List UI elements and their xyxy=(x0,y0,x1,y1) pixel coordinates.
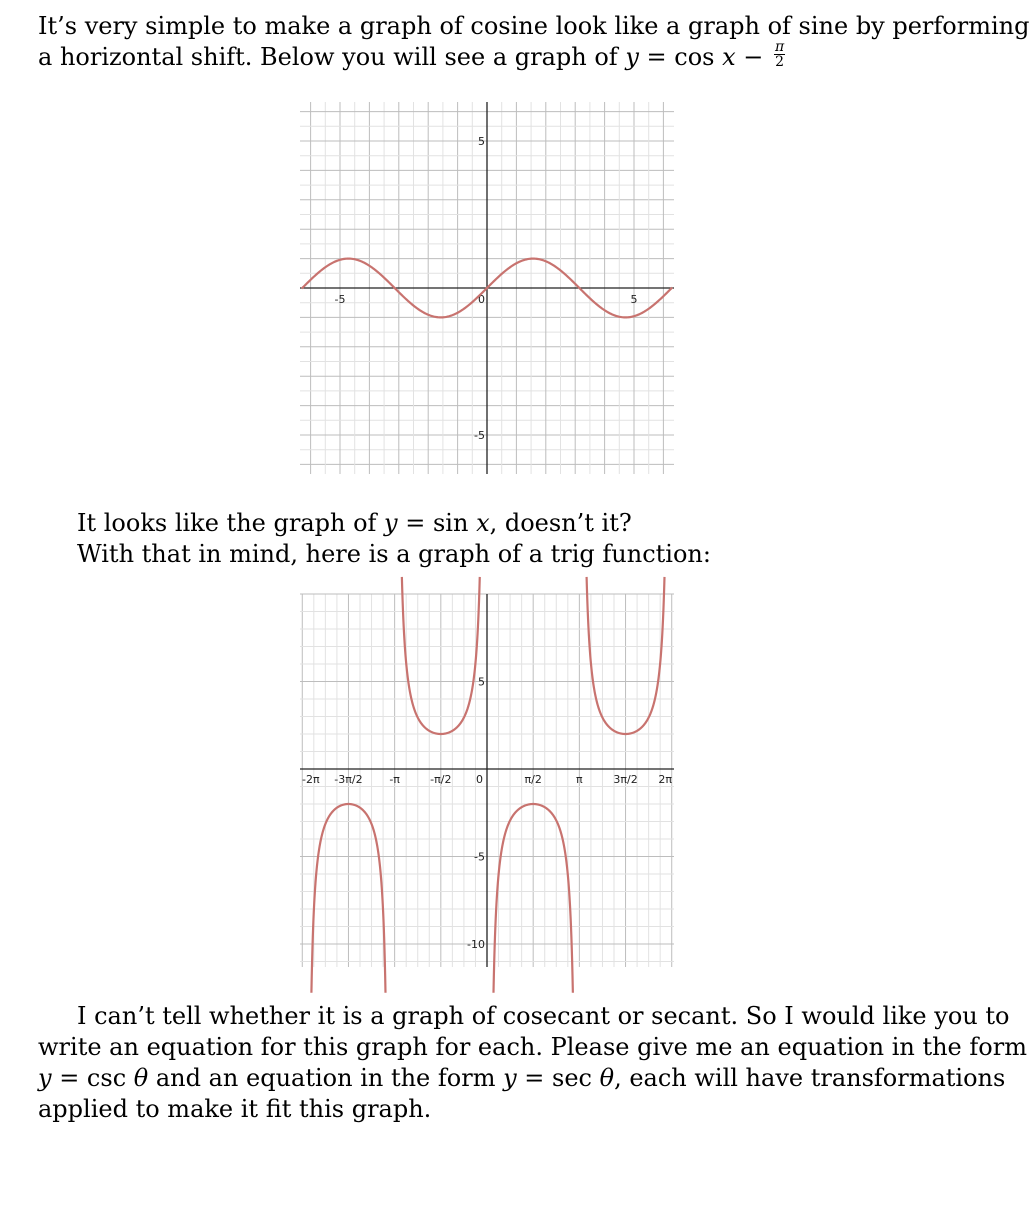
x-tick-label: -3π/2 xyxy=(334,773,363,786)
intro-line-2-text: a horizontal shift. Below you will see a graph of xyxy=(38,43,618,71)
y-tick-label: -5 xyxy=(474,850,485,864)
closing-line-1: I can’t tell whether it is a graph of cosecant or secant. So I would like you to xyxy=(77,1002,1010,1030)
x-tick-label: -5 xyxy=(334,293,346,306)
x-tick-label: -π/2 xyxy=(430,773,452,786)
middle-paragraph xyxy=(77,508,711,570)
x-tick-label: -π xyxy=(389,773,400,786)
x-tick-label: π xyxy=(576,773,583,786)
closing-paragraph xyxy=(38,1001,1027,1125)
closing-line-3: y = csc θ and an equation in the form y = sec θ, each will have transformations xyxy=(38,1064,1006,1092)
intro-equation: y = cos x − $\frac{\pi}{2}$ xyxy=(625,39,785,71)
x-tick-label: π/2 xyxy=(524,773,542,786)
pi-over-2-fraction: $\frac{\pi}{2}$ xyxy=(775,39,785,70)
closing-line-4: applied to make it fit this graph. xyxy=(38,1095,432,1123)
middle-line-2: With that in mind, here is a graph of a trig function: xyxy=(77,540,711,568)
y-tick-label: -5 xyxy=(474,429,485,442)
reciprocal-trig-graph xyxy=(300,594,674,967)
intro-paragraph xyxy=(38,11,1029,73)
y-tick-label: -10 xyxy=(467,938,485,951)
intro-line-1: It’s very simple to make a graph of cosine look like a graph of sine by performing xyxy=(38,12,1029,40)
x-tick-label: 2π xyxy=(658,773,672,786)
x-tick-label: 3π/2 xyxy=(613,773,638,786)
y-tick-label: 5 xyxy=(478,675,485,689)
x-tick-label: -2π xyxy=(302,773,320,786)
middle-line-1: It looks like the graph of y = sin x, doesn’t it? xyxy=(77,509,632,537)
origin-label: 0 xyxy=(478,293,485,306)
y-tick-label: 5 xyxy=(478,135,485,148)
cosine-shift-graph xyxy=(300,102,674,474)
x-tick-label: 5 xyxy=(630,293,638,306)
intro-line-2 xyxy=(38,39,1029,73)
x-tick-label: 0 xyxy=(476,773,483,786)
closing-line-2: write an equation for this graph for each. Please give me an equation in the form xyxy=(38,1033,1027,1061)
